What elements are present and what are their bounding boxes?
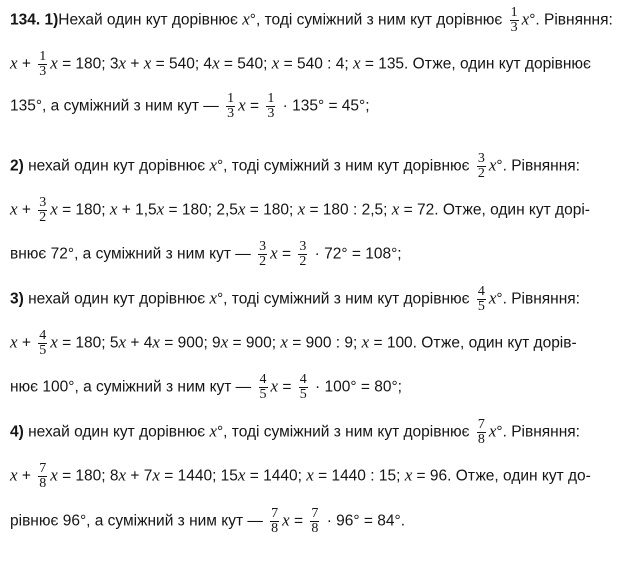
var: x	[152, 332, 160, 352]
denominator: 2	[477, 166, 485, 181]
numerator: 4	[477, 284, 485, 299]
text: · 100° = 80°;	[310, 378, 402, 396]
fraction	[477, 285, 486, 314]
var: x	[391, 199, 400, 219]
text: = 100. Отже, один кут дорів-	[369, 334, 577, 352]
fraction	[259, 373, 268, 402]
var: x	[50, 332, 58, 352]
text: °. Рівняння:	[529, 11, 613, 29]
var: x	[282, 510, 290, 530]
text: = 180; 8	[57, 467, 119, 485]
text: = 900; 9	[159, 334, 221, 352]
text: °, тоді суміжний з ним кут дорівнює	[249, 11, 507, 29]
fraction	[38, 462, 47, 491]
text: +	[126, 55, 144, 73]
text: =	[289, 512, 308, 530]
text: нює 100°, а суміжний з ним кут —	[10, 378, 256, 396]
var: x	[404, 465, 413, 485]
numerator: 7	[39, 461, 47, 476]
text: + 7	[126, 467, 153, 485]
denominator: 8	[39, 476, 47, 491]
part3-label: 3)	[10, 290, 24, 308]
var: x	[10, 332, 18, 352]
var: x	[488, 155, 497, 175]
fraction	[266, 92, 275, 121]
denominator: 8	[271, 521, 279, 536]
var: x	[209, 155, 217, 175]
var: x	[306, 465, 314, 485]
var: x	[488, 288, 497, 308]
denominator: 5	[477, 299, 485, 314]
part3-line2	[10, 329, 633, 358]
var: x	[10, 465, 18, 485]
part1-line2	[10, 50, 633, 79]
denominator: 8	[311, 521, 319, 536]
text: = 135. Отже, один кут дорівнює	[360, 55, 591, 73]
var: x	[50, 53, 58, 73]
numerator: 3	[299, 239, 307, 254]
text: =	[245, 97, 264, 115]
var: x	[109, 199, 118, 219]
text: = 540; 4	[151, 55, 213, 73]
var: x	[10, 199, 18, 219]
part4-label: 4)	[10, 423, 24, 441]
numerator: 7	[271, 506, 279, 521]
text: = 1440 : 15;	[313, 467, 405, 485]
var: x	[270, 243, 278, 263]
numerator: 7	[311, 506, 319, 521]
part3-line1	[10, 285, 633, 314]
text: = 180; 3	[57, 55, 119, 73]
var: x	[352, 53, 361, 73]
text: +	[17, 334, 36, 352]
text: = 96. Отже, один кут до-	[412, 467, 591, 485]
fraction	[270, 507, 279, 536]
numerator: 7	[477, 417, 485, 432]
numerator: 4	[39, 328, 47, 343]
text: нехай один кут дорівнює	[23, 290, 210, 308]
var: x	[242, 9, 250, 29]
denominator: 5	[39, 343, 47, 358]
denominator: 5	[259, 387, 267, 402]
text: =	[277, 245, 296, 263]
text: Нехай один кут дорівнює	[58, 11, 243, 29]
text: = 540;	[219, 55, 272, 73]
part1-label: 1)	[44, 11, 59, 29]
fraction	[298, 240, 307, 269]
denominator: 8	[477, 432, 485, 447]
var: x	[237, 465, 246, 485]
text: = 1440; 15	[159, 467, 238, 485]
denominator: 2	[259, 254, 267, 269]
var: x	[271, 53, 280, 73]
text: = 1440;	[245, 467, 307, 485]
fraction	[310, 507, 319, 536]
var: x	[297, 199, 306, 219]
var: x	[10, 53, 18, 73]
text: °. Рівняння:	[496, 423, 580, 441]
var: x	[237, 199, 246, 219]
fraction	[299, 373, 308, 402]
numerator: 1	[267, 91, 275, 106]
part3-line3	[10, 373, 633, 402]
text: · 96° = 84°.	[322, 512, 406, 530]
var: x	[488, 421, 497, 441]
text: + 1,5	[117, 201, 157, 219]
fraction	[226, 92, 235, 121]
text: = 900 : 9;	[287, 334, 362, 352]
text: +	[17, 55, 36, 73]
denominator: 3	[267, 106, 275, 121]
part1-line1	[10, 6, 633, 35]
text: °. Рівняння:	[496, 157, 580, 175]
text: °, тоді суміжний з ним кут дорівнює	[216, 423, 474, 441]
var: x	[50, 199, 58, 219]
text: +	[17, 201, 36, 219]
denominator: 2	[39, 210, 47, 225]
var: x	[212, 53, 220, 73]
part4-line1	[10, 418, 633, 447]
var: x	[361, 332, 370, 352]
denominator: 5	[299, 387, 307, 402]
text: +	[17, 467, 36, 485]
text: =	[278, 378, 296, 396]
var: x	[521, 9, 530, 29]
var: x	[209, 288, 217, 308]
var: x	[220, 332, 229, 352]
text: °, тоді суміжний з ним кут дорівнює	[216, 290, 474, 308]
fraction	[38, 329, 47, 358]
var: x	[118, 53, 127, 73]
problem-number: 134.	[10, 11, 41, 29]
var: x	[143, 53, 152, 73]
text: нехай один кут дорівнює	[23, 423, 210, 441]
text: = 180; 5	[57, 334, 119, 352]
text: = 900;	[228, 334, 281, 352]
text: рівнює 96°, а суміжний з ним кут —	[10, 512, 268, 530]
numerator: 4	[259, 372, 267, 387]
fraction	[258, 240, 267, 269]
part4-line2	[10, 462, 633, 491]
denominator: 3	[227, 106, 235, 121]
var: x	[50, 465, 58, 485]
part1-line3	[10, 92, 633, 121]
text: + 4	[126, 334, 153, 352]
denominator: 3	[39, 64, 47, 79]
var: x	[270, 376, 279, 396]
denominator: 3	[510, 20, 518, 35]
text: · 135° = 45°;	[278, 97, 370, 115]
fraction	[477, 418, 486, 447]
denominator: 2	[299, 254, 307, 269]
text: нехай один кут дорівнює	[23, 157, 210, 175]
part2-line3	[10, 240, 633, 269]
var: x	[280, 332, 288, 352]
var: x	[209, 421, 217, 441]
text: = 180 : 2,5;	[305, 201, 392, 219]
text: = 540 : 4;	[279, 55, 353, 73]
text: · 72° = 108°;	[310, 245, 402, 263]
text: °, тоді суміжний з ним кут дорівнює	[216, 157, 474, 175]
fraction	[477, 152, 486, 181]
numerator: 1	[510, 5, 518, 20]
text: = 180;	[245, 201, 298, 219]
text: внює 72°, а суміжний з ним кут —	[10, 245, 256, 263]
var: x	[118, 465, 127, 485]
text: 135°, а суміжний з ним кут —	[10, 97, 224, 115]
numerator: 4	[299, 372, 307, 387]
fraction	[38, 196, 47, 225]
part4-line3	[10, 507, 633, 536]
part2-label: 2)	[10, 157, 24, 175]
part2-line2	[10, 196, 633, 225]
numerator: 1	[39, 49, 47, 64]
var: x	[118, 332, 127, 352]
text: = 72. Отже, один кут дорі-	[399, 201, 590, 219]
fraction	[510, 6, 519, 35]
var: x	[238, 95, 246, 115]
numerator: 3	[477, 151, 485, 166]
text: °. Рівняння:	[496, 290, 580, 308]
numerator: 1	[227, 91, 235, 106]
text: = 180;	[57, 201, 110, 219]
part2-line1	[10, 152, 633, 181]
var: x	[152, 465, 160, 485]
var: x	[156, 199, 165, 219]
numerator: 3	[39, 195, 47, 210]
fraction	[38, 50, 47, 79]
text: = 180; 2,5	[164, 201, 238, 219]
numerator: 3	[259, 239, 267, 254]
